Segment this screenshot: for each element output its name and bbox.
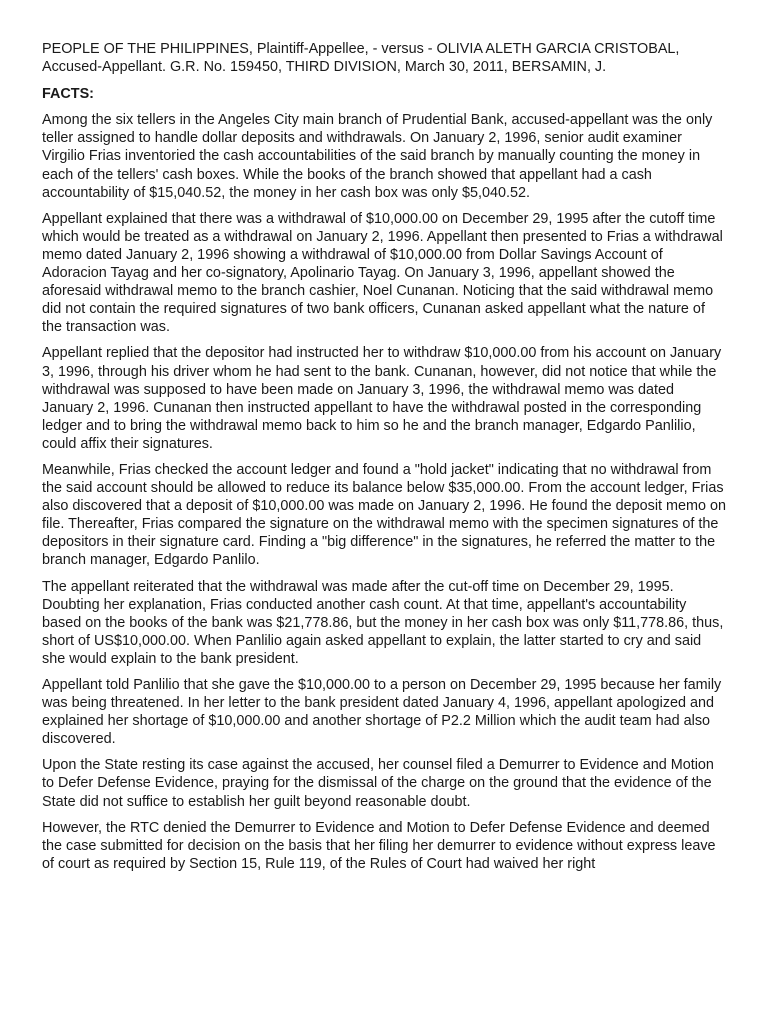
paragraph: Among the six tellers in the Angeles City main branch of Prudential Bank, accused-appellant was the only teller assigned to handle dollar deposits and withdrawals. On January 2, 1996, senior audit examiner Virgilio Frias inventoried the cash accountabilities of the said branch by manually counting the money in each of the tellers' cash boxes. While the books of the branch showed that appellant had a cash accountability of $15,040.52, the money in her cash box was only $5,040.52. [42,112,713,201]
paragraph: Appellant replied that the depositor had instructed her to withdraw $10,000.00 from his account on January 3, 1996, through his driver whom he had sent to the bank. Cunanan, however, did not notice that while the withdrawal was supposed to have been made on January 3, 1996, the withdrawal memo was dated January 2, 1996. Cunanan then instructed appellant to have the withdrawal posted in the corresponding ledger and to bring the withdrawal memo back to him so he and the branch manager, Edgardo Panlilio, could affix their signatures. [42,345,722,452]
document-page [42,40,726,881]
paragraph: Meanwhile, Frias checked the account ledger and found a "hold jacket" indicating that no withdrawal from the said account should be allowed to reduce its balance below $35,000.00. From the account ledger, Frias also discovered that a deposit of $10,000.00 was made on January 2, 1996. He found the deposit memo on file. Thereafter, Frias compared the signature on the withdrawal memo with the specimen signatures of the depositors in their signature card. Finding a "big difference" in the signatures, he referred the matter to the branch manager, Edgardo Panlilo. [42,461,727,569]
paragraph: Upon the State resting its case against the accused, her counsel filed a Demurrer to Evidence and Motion to Defer Defense Evidence, praying for the dismissal of the charge on the ground that the evidence of the State did not suffice to establish her guilt beyond reasonable doubt. [42,757,714,810]
paragraph: Appellant explained that there was a withdrawal of $10,000.00 on December 29, 1995 after the cutoff time which would be treated as a withdrawal on January 2, 1996. Appellant then presented to Frias a withdrawal memo dated January 2, 1996 showing a withdrawal of $10,000.00 from Dollar Savings Account of Adoracion Tayag and her co-signatory, Apolinario Tayag. On January 3, 1996, appellant showed the aforesaid withdrawal memo to the branch cashier, Noel Cunanan. Noticing that the said withdrawal memo did not contain the required signatures of two bank officers, Cunanan asked appellant what the nature of the transaction was. [42,210,723,336]
paragraph: However, the RTC denied the Demurrer to Evidence and Motion to Defer Defense Evidence and deemed the case submitted for decision on the basis that her filing her demurrer to evidence without express leave of court as required by Section 15, Rule 119, of the Rules of Court had waived her right [42,819,716,872]
case-caption: PEOPLE OF THE PHILIPPINES, Plaintiff-Appellee, - versus - OLIVIA ALETH GARCIA CRISTOBAL, Accused-Appellant. G.R. No. 159450, THIRD DIVISION, March 30, 2011, BERSAMIN, J. [42,41,680,76]
paragraph: Appellant told Panlilio that she gave the $10,000.00 to a person on December 29, 1995 because her family was being threatened. In her letter to the bank president dated January 4, 1996, appellant apologized and explained her shortage of $10,000.00 and another shortage of P2.2 Million which the audit team had also discovered. [42,677,722,748]
section-heading-facts: FACTS: [42,86,94,103]
paragraph: The appellant reiterated that the withdrawal was made after the cut-off time on December 29, 1995. Doubting her explanation, Frias conducted another cash count. At that time, appellant's accountability based on the books of the bank was $21,778.86, but the money in her cash box was only $11,778.86, thus, short of US$10,000.00. When Panlilio again asked appellant to explain, the latter started to cry and said she would explain to the bank president. [42,578,724,667]
